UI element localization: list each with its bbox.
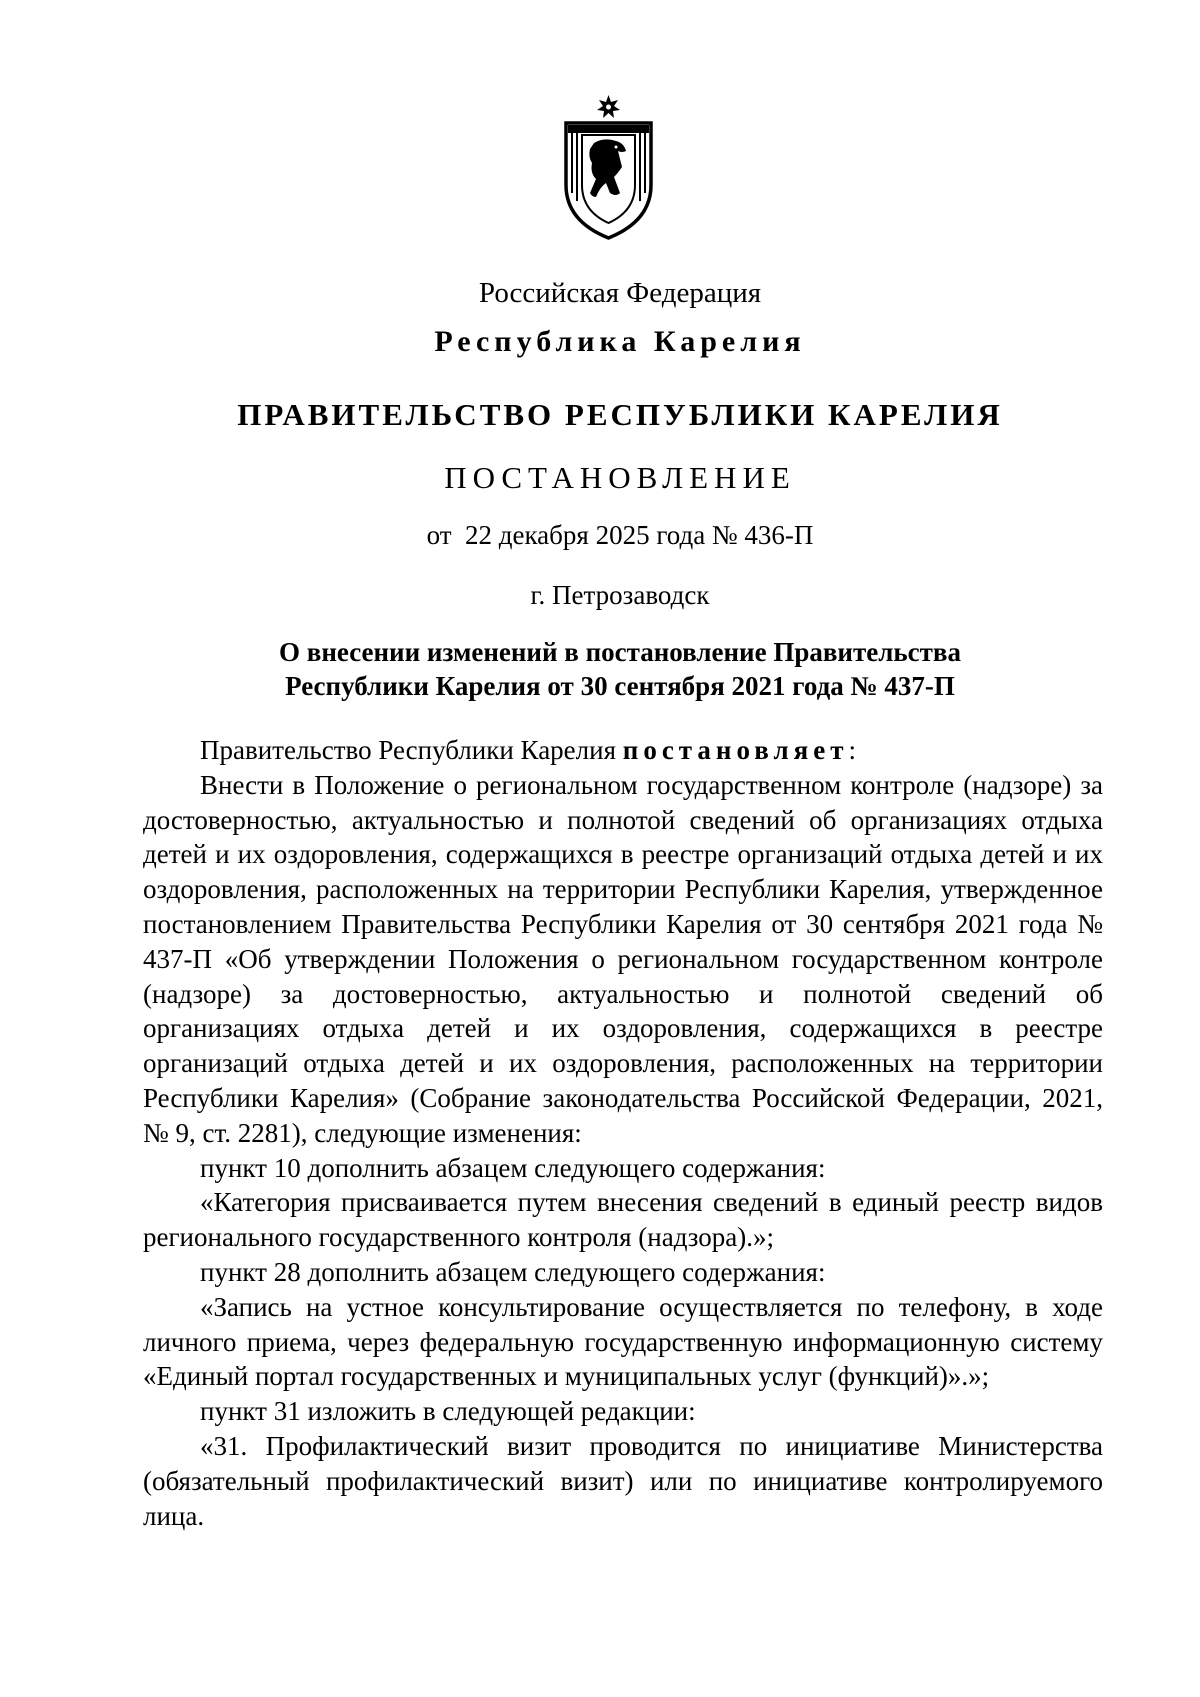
government-heading: ПРАВИТЕЛЬСТВО РЕСПУБЛИКИ КАРЕЛИЯ (237, 397, 1003, 432)
document-title-line-2: Республики Карелия от 30 сентября 2021 года № 437-П (285, 671, 955, 701)
intro-text: Правительство Республики Карелия (200, 735, 623, 765)
federation-label: Российская Федерация (478, 277, 762, 309)
document-type-heading: ПОСТАНОВЛЕНИЕ (444, 460, 796, 495)
document-date-number: от 22 декабря 2025 года № 436-П (426, 520, 814, 550)
body-paragraph: пункт 10 дополнить абзацем следующего содержания: (200, 1152, 826, 1183)
republic-label: Республика Карелия (434, 325, 806, 358)
decrees-keyword: постановляет (622, 735, 849, 765)
intro-paragraph (143, 733, 1103, 768)
body-paragraph: «Категория присваивается путем внесения сведений в единый реестр видов регионального государственного контроля (надзора).»; (143, 1187, 1103, 1253)
body-paragraph: «31. Профилактический визит проводится по инициативе Министерства (обязательный профилактический визит) или по инициативе контролируемого лица. (143, 1430, 1103, 1531)
body-paragraph: пункт 28 дополнить абзацем следующего содержания: (200, 1256, 826, 1287)
document-body (143, 733, 1103, 1533)
city-label: г. Петрозаводск (530, 580, 710, 610)
body-paragraph: Внести в Положение о региональном государственном контроле (надзоре) за достоверностью, актуальностью и полнотой сведений об организациях отдыха детей и их оздоровления, содержащихся в реестре организаций отдыха детей и их оздоровления, расположенных на территории Республики Карелия, утвержденное постановлением Правительства Республики Карелия от 30 сентября 2021 года № 437-П «Об утверждении Положения о региональном государственном контроле (надзоре) за достоверностью, актуальностью и полнотой сведений об организациях отдыха детей и их оздоровления, содержащихся в реестре организаций отдыха детей и их оздоровления, расположенных на территории Республики Карелия» (Собрание законодательства Российской Федерации, 2021, № 9, ст. 2281), следующие изменения: (143, 769, 1103, 1148)
intro-colon: : (848, 735, 857, 765)
karelia-coat-of-arms-icon (560, 93, 657, 241)
body-paragraph: пункт 31 изложить в следующей редакции: (200, 1396, 696, 1427)
body-paragraph: «Запись на устное консультирование осуществляется по телефону, в ходе личного приема, через федеральную государственную информационную систему «Единый портал государственных и муниципальных услуг (функций)».»; (143, 1291, 1103, 1392)
document-title-line-1: О внесении изменений в постановление Правительства (279, 637, 961, 667)
